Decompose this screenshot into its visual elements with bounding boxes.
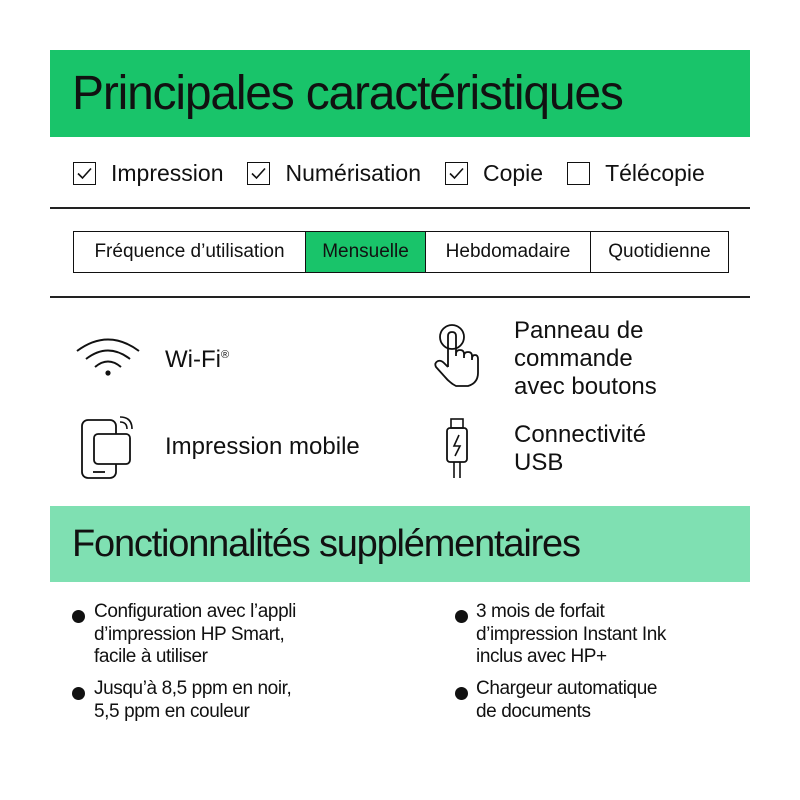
extra-feature-line: Chargeur automatique <box>476 678 658 699</box>
extra-title: Fonctionnalités supplémentaires <box>72 522 580 565</box>
control-panel-line: commande <box>514 345 633 372</box>
function-impression[interactable] <box>73 160 223 187</box>
wifi-label: Wi-Fi <box>165 346 221 373</box>
feature-mobile-print <box>165 433 360 461</box>
checkbox-checked-icon[interactable] <box>247 162 270 185</box>
functions-checklist <box>73 156 733 190</box>
extra-feature-line: Jusqu’à 8,5 ppm en noir, <box>94 678 292 699</box>
function-numerisation[interactable] <box>247 160 421 187</box>
main-title: Principales caractéristiques <box>72 67 623 120</box>
main-title-banner <box>50 50 750 137</box>
extra-title-banner <box>50 506 750 582</box>
usage-frequency-label: Fréquence d’utilisation <box>74 232 306 272</box>
mobile-print-icon <box>80 416 136 480</box>
extra-feature-line: facile à utiliser <box>94 646 208 667</box>
mobile-print-label: Impression mobile <box>165 433 360 460</box>
function-label: Numérisation <box>285 159 421 186</box>
checkbox-checked-icon[interactable] <box>73 162 96 185</box>
frequency-option-weekly[interactable]: Hebdomadaire <box>426 232 591 272</box>
function-copie[interactable] <box>445 160 543 187</box>
extra-feature-line: d’impression Instant Ink <box>476 623 666 645</box>
usb-cable-icon <box>444 418 470 480</box>
control-panel-line: avec boutons <box>514 373 657 400</box>
extra-feature-line: Configuration avec l’appli <box>94 601 296 622</box>
frequency-option-monthly[interactable]: Mensuelle <box>306 232 426 272</box>
touch-hand-icon <box>430 323 482 389</box>
divider <box>50 207 750 209</box>
extra-feature-line: inclus avec HP+ <box>476 646 607 667</box>
feature-wifi <box>165 341 229 374</box>
bullet-icon <box>72 687 85 700</box>
bullet-icon <box>455 610 468 623</box>
function-telecopie[interactable] <box>567 160 705 187</box>
function-label: Télécopie <box>605 159 705 186</box>
usage-frequency-selector <box>73 231 729 273</box>
function-label: Copie <box>482 159 544 186</box>
bullet-icon <box>455 687 468 700</box>
extra-feature-line: d’impression HP Smart, <box>94 623 285 645</box>
frequency-option-daily[interactable]: Quotidienne <box>608 241 711 262</box>
checkbox-unchecked-icon[interactable] <box>567 162 590 185</box>
feature-control-panel <box>514 317 657 401</box>
extra-feature-line: 3 mois de forfait <box>476 601 605 622</box>
registered-mark: ® <box>220 349 230 361</box>
extra-feature-item <box>455 601 666 669</box>
extra-feature-item <box>455 678 657 723</box>
control-panel-line: Panneau de <box>514 317 644 344</box>
extra-feature-line: de documents <box>476 700 591 722</box>
function-label: Impression <box>111 159 224 186</box>
extra-feature-item <box>72 601 296 669</box>
extra-feature-item <box>72 678 291 723</box>
usb-line: USB <box>514 449 564 476</box>
feature-usb <box>514 421 646 477</box>
checkbox-checked-icon[interactable] <box>445 162 468 185</box>
wifi-icon <box>74 334 142 378</box>
bullet-icon <box>72 610 85 623</box>
extra-feature-line: 5,5 ppm en couleur <box>94 700 250 722</box>
divider <box>50 296 750 298</box>
usb-line: Connectivité <box>514 421 647 448</box>
